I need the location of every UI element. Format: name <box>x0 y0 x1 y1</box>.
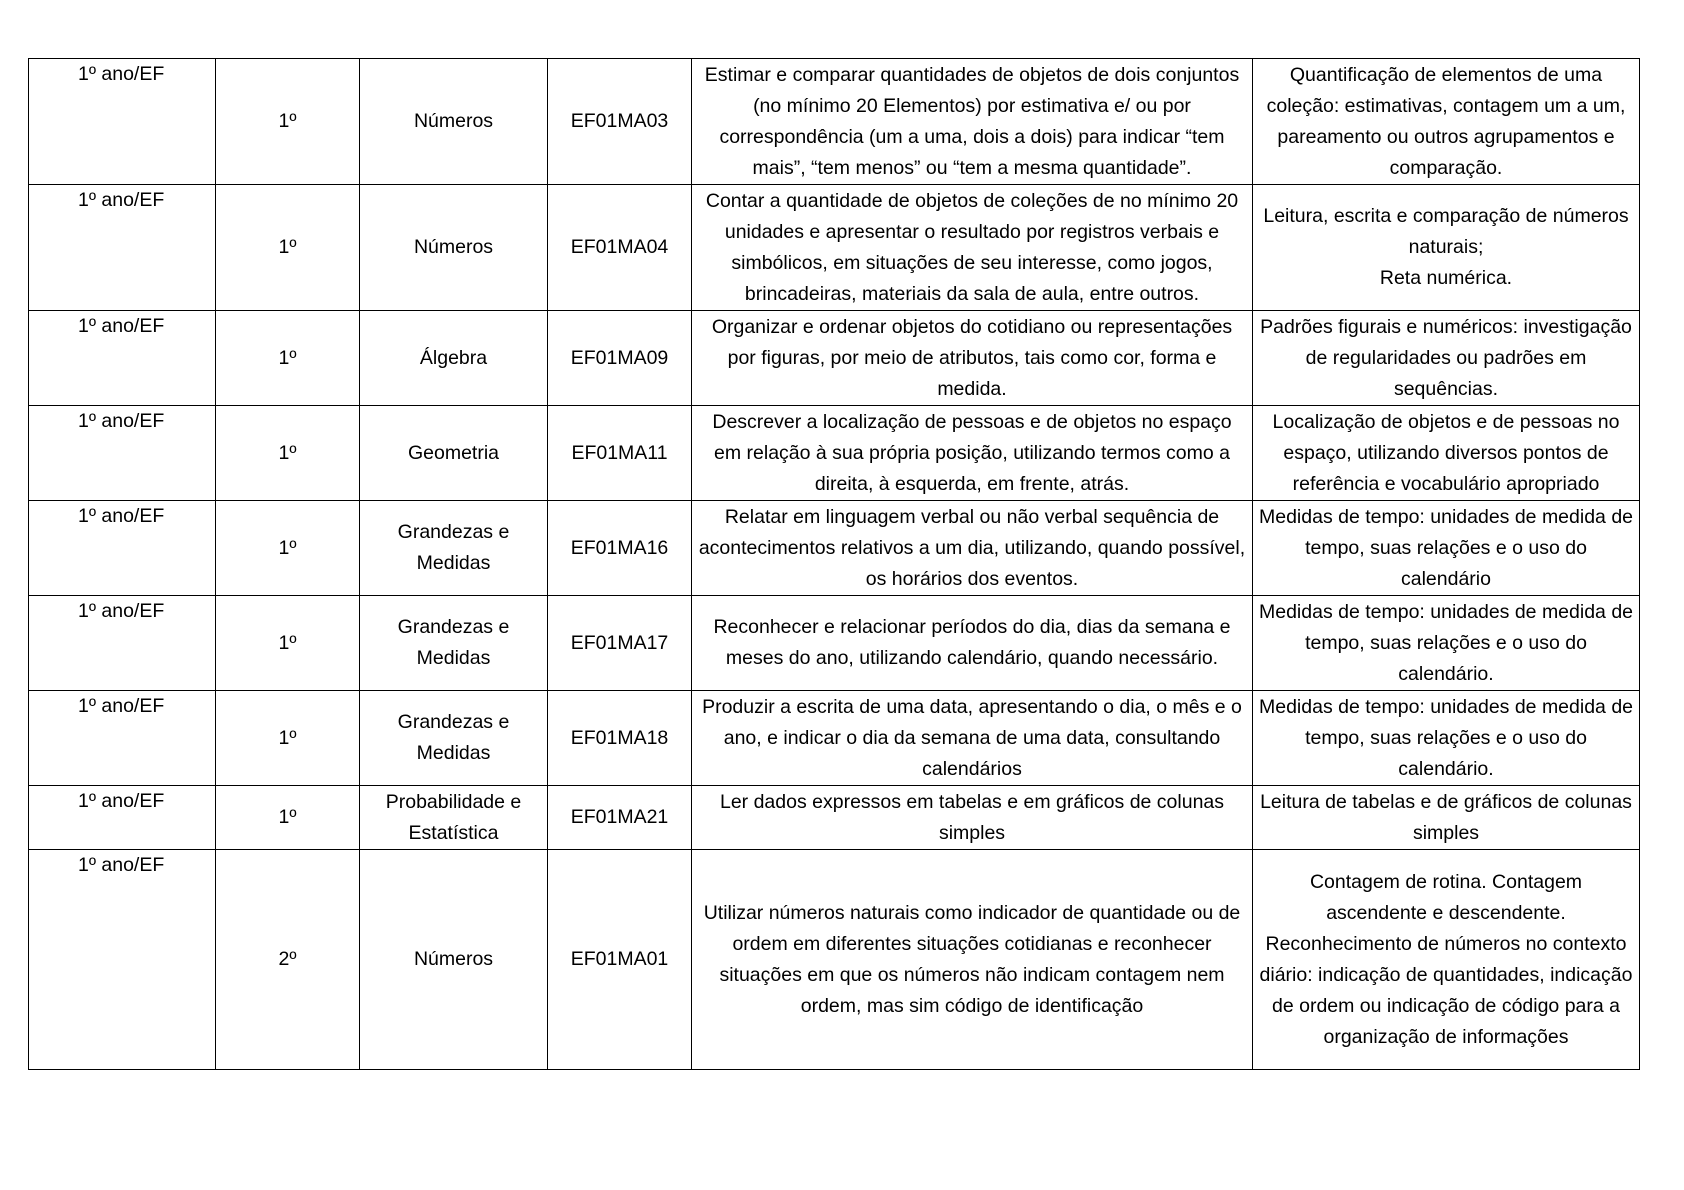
skill-code-cell: EF01MA04 <box>548 185 692 311</box>
skill-description-cell: Descrever a localização de pessoas e de objetos no espaço em relação à sua própria posição, utilizando termos como a direita, à esquerda, em frente, atrás. <box>692 406 1253 501</box>
table-row <box>29 311 1640 406</box>
bimester-cell: 1º <box>216 59 360 185</box>
thematic-unit-cell: Grandezas e Medidas <box>360 596 548 691</box>
knowledge-object-cell: Leitura, escrita e comparação de números naturais; Reta numérica. <box>1253 185 1640 311</box>
table-row <box>29 59 1640 185</box>
year-cell: 1º ano/EF <box>29 596 216 691</box>
bimester-cell: 1º <box>216 691 360 786</box>
bimester-cell: 1º <box>216 501 360 596</box>
skill-code-cell: EF01MA11 <box>548 406 692 501</box>
year-cell: 1º ano/EF <box>29 311 216 406</box>
knowledge-object-cell: Medidas de tempo: unidades de medida de tempo, suas relações e o uso do calendário. <box>1253 691 1640 786</box>
table-row <box>29 691 1640 786</box>
bimester-cell: 1º <box>216 786 360 850</box>
year-cell: 1º ano/EF <box>29 501 216 596</box>
knowledge-object-cell: Medidas de tempo: unidades de medida de tempo, suas relações e o uso do calendário. <box>1253 596 1640 691</box>
year-cell: 1º ano/EF <box>29 59 216 185</box>
year-cell: 1º ano/EF <box>29 185 216 311</box>
table-row <box>29 850 1640 1070</box>
table-row <box>29 185 1640 311</box>
table-row <box>29 786 1640 850</box>
skill-code-cell: EF01MA09 <box>548 311 692 406</box>
table-row <box>29 596 1640 691</box>
thematic-unit-cell: Números <box>360 185 548 311</box>
thematic-unit-cell: Números <box>360 850 548 1070</box>
knowledge-object-cell: Leitura de tabelas e de gráficos de colunas simples <box>1253 786 1640 850</box>
skill-description-cell: Reconhecer e relacionar períodos do dia, dias da semana e meses do ano, utilizando calendário, quando necessário. <box>692 596 1253 691</box>
skill-description-cell: Estimar e comparar quantidades de objetos de dois conjuntos (no mínimo 20 Elementos) por estimativa e/ ou por correspondência (um a uma, dois a dois) para indicar “tem mais”, “tem menos” ou “tem a mesma quantidade”. <box>692 59 1253 185</box>
knowledge-object-cell: Contagem de rotina. Contagem ascendente e descendente. Reconhecimento de números no contexto diário: indicação de quantidades, indicação de ordem ou indicação de código para a organização de informações <box>1253 850 1640 1070</box>
knowledge-object-cell: Quantificação de elementos de uma coleção: estimativas, contagem um a um, pareamento ou outros agrupamentos e comparação. <box>1253 59 1640 185</box>
skill-code-cell: EF01MA21 <box>548 786 692 850</box>
curriculum-table <box>28 58 1640 1070</box>
bimester-cell: 2º <box>216 850 360 1070</box>
skill-code-cell: EF01MA18 <box>548 691 692 786</box>
thematic-unit-cell: Probabilidade e Estatística <box>360 786 548 850</box>
skill-code-cell: EF01MA16 <box>548 501 692 596</box>
skill-description-cell: Relatar em linguagem verbal ou não verbal sequência de acontecimentos relativos a um dia, utilizando, quando possível, os horários dos eventos. <box>692 501 1253 596</box>
skill-description-cell: Utilizar números naturais como indicador de quantidade ou de ordem em diferentes situações cotidianas e reconhecer situações em que os números não indicam contagem nem ordem, mas sim código de identificação <box>692 850 1253 1070</box>
knowledge-object-cell: Localização de objetos e de pessoas no espaço, utilizando diversos pontos de referência e vocabulário apropriado <box>1253 406 1640 501</box>
year-cell: 1º ano/EF <box>29 691 216 786</box>
bimester-cell: 1º <box>216 185 360 311</box>
bimester-cell: 1º <box>216 596 360 691</box>
skill-code-cell: EF01MA17 <box>548 596 692 691</box>
year-cell: 1º ano/EF <box>29 786 216 850</box>
skill-description-cell: Organizar e ordenar objetos do cotidiano ou representações por figuras, por meio de atributos, tais como cor, forma e medida. <box>692 311 1253 406</box>
skill-description-cell: Produzir a escrita de uma data, apresentando o dia, o mês e o ano, e indicar o dia da semana de uma data, consultando calendários <box>692 691 1253 786</box>
thematic-unit-cell: Álgebra <box>360 311 548 406</box>
knowledge-object-cell: Medidas de tempo: unidades de medida de tempo, suas relações e o uso do calendário <box>1253 501 1640 596</box>
skill-code-cell: EF01MA03 <box>548 59 692 185</box>
skill-code-cell: EF01MA01 <box>548 850 692 1070</box>
thematic-unit-cell: Números <box>360 59 548 185</box>
thematic-unit-cell: Geometria <box>360 406 548 501</box>
table-row <box>29 501 1640 596</box>
bimester-cell: 1º <box>216 406 360 501</box>
knowledge-object-cell: Padrões figurais e numéricos: investigação de regularidades ou padrões em sequências. <box>1253 311 1640 406</box>
year-cell: 1º ano/EF <box>29 406 216 501</box>
skill-description-cell: Ler dados expressos em tabelas e em gráficos de colunas simples <box>692 786 1253 850</box>
skill-description-cell: Contar a quantidade de objetos de coleções de no mínimo 20 unidades e apresentar o resultado por registros verbais e simbólicos, em situações de seu interesse, como jogos, brincadeiras, materiais da sala de aula, entre outros. <box>692 185 1253 311</box>
bimester-cell: 1º <box>216 311 360 406</box>
year-cell: 1º ano/EF <box>29 850 216 1070</box>
table-row <box>29 406 1640 501</box>
thematic-unit-cell: Grandezas e Medidas <box>360 501 548 596</box>
thematic-unit-cell: Grandezas e Medidas <box>360 691 548 786</box>
